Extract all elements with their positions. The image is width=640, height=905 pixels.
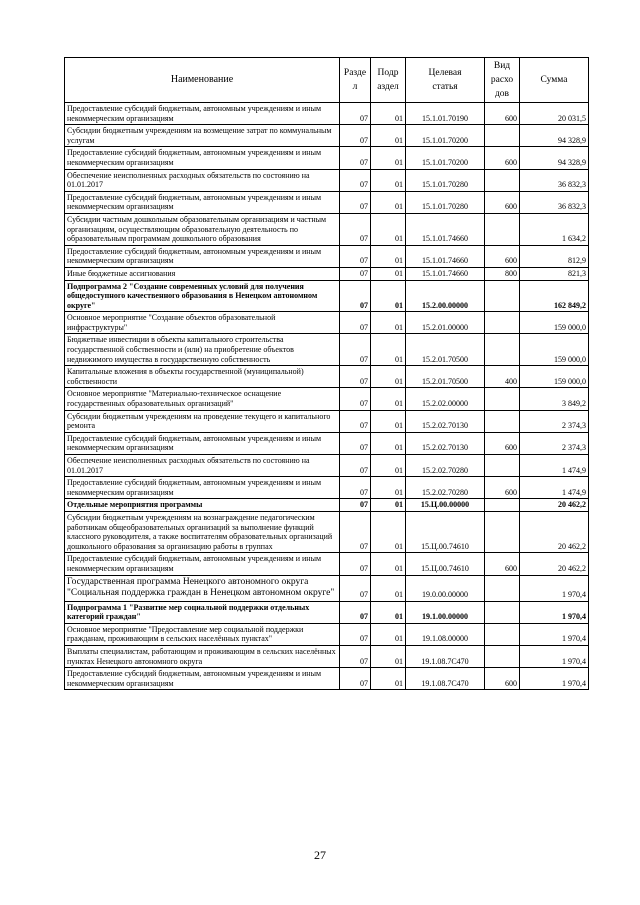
row-name-cell: Субсидии бюджетным учреждениям на проведение текущего и капитального ремонта [65,410,340,432]
row-vid-cell: 600 [485,245,520,267]
row-sum-cell: 1 970,4 [520,668,589,690]
header-article: Целевая статья [406,58,485,103]
row-name-cell: Предоставление субсидий бюджетным, автономным учреждениям и иным некоммерческим организациям [65,668,340,690]
row-section-cell: 07 [340,267,371,280]
row-article-cell: 15.2.00.00000 [406,280,485,312]
table-row [65,103,589,125]
row-subsection-cell: 01 [371,312,406,334]
row-vid-cell [485,601,520,623]
header-section: Разде л [340,58,371,103]
row-vid-cell [485,334,520,366]
page-number: 27 [314,848,326,862]
row-section-cell: 07 [340,169,371,191]
table-row [65,213,589,245]
row-section-cell: 07 [340,312,371,334]
row-subsection-cell: 01 [371,169,406,191]
row-subsection-cell: 01 [371,477,406,499]
row-subsection-cell: 01 [371,553,406,575]
row-vid-cell [485,169,520,191]
row-vid-cell: 400 [485,366,520,388]
row-sum-cell: 20 031,5 [520,103,589,125]
row-article-cell: 15.Ц.00.74610 [406,553,485,575]
row-section-cell: 07 [340,623,371,645]
row-sum-cell: 20 462,2 [520,553,589,575]
row-sum-cell: 1 970,4 [520,623,589,645]
row-subsection-cell: 01 [371,147,406,169]
row-section-cell: 07 [340,477,371,499]
row-section-cell: 07 [340,366,371,388]
row-name-cell: Подпрограмма 1 "Развитие мер социальной поддержки отдельных категорий граждан" [65,601,340,623]
row-name-cell: Государственная программа Ненецкого автономного округа "Социальная поддержка граждан в Ненецком автономном округе" [65,575,340,601]
row-section-cell: 07 [340,455,371,477]
row-section-cell: 07 [340,245,371,267]
row-vid-cell [485,623,520,645]
row-sum-cell: 162 849,2 [520,280,589,312]
row-vid-cell: 600 [485,432,520,454]
row-article-cell: 15.1.01.70200 [406,125,485,147]
row-name-cell: Предоставление субсидий бюджетным, автономным учреждениям и иным некоммерческим организациям [65,477,340,499]
row-vid-cell [485,511,520,552]
row-sum-cell: 2 374,3 [520,432,589,454]
row-article-cell: 15.2.02.70130 [406,410,485,432]
row-sum-cell: 821,3 [520,267,589,280]
row-name-cell: Предоставление субсидий бюджетным, автономным учреждениям и иным некоммерческим организациям [65,191,340,213]
row-article-cell: 15.1.01.70280 [406,169,485,191]
row-vid-cell: 600 [485,668,520,690]
table-row [65,169,589,191]
row-sum-cell: 159 000,0 [520,366,589,388]
table-row [65,623,589,645]
row-name-cell: Подпрограмма 2 "Создание современных условий для получения общедоступного качественного образования в Ненецком автономном округе" [65,280,340,312]
table-row [65,267,589,280]
row-vid-cell [485,125,520,147]
table-body [65,103,589,690]
row-name-cell: Предоставление субсидий бюджетным, автономным учреждениям и иным некоммерческим организациям [65,245,340,267]
table-row [65,601,589,623]
row-subsection-cell: 01 [371,366,406,388]
row-section-cell: 07 [340,334,371,366]
table-row [65,366,589,388]
row-name-cell: Обеспечение неисполненных расходных обязательств по состоянию на 01.01.2017 [65,455,340,477]
row-article-cell: 15.2.01.00000 [406,312,485,334]
row-article-cell: 15.1.01.70200 [406,147,485,169]
row-section-cell: 07 [340,432,371,454]
row-article-cell: 15.Ц.00.00000 [406,499,485,512]
row-article-cell: 15.2.01.70500 [406,366,485,388]
budget-table [64,57,589,690]
table-row [65,645,589,667]
row-section-cell: 07 [340,575,371,601]
row-article-cell: 15.1.01.70280 [406,191,485,213]
row-article-cell: 15.1.01.74660 [406,245,485,267]
row-name-cell: Выплаты специалистам, работающим и проживающим в сельских населённых пунктах Ненецкого автономного округа [65,645,340,667]
header-name: Наименование [65,58,340,103]
row-section-cell: 07 [340,125,371,147]
row-sum-cell: 20 462,2 [520,511,589,552]
table-row [65,312,589,334]
row-subsection-cell: 01 [371,668,406,690]
table-row [65,147,589,169]
table-header-row [65,58,589,103]
row-subsection-cell: 01 [371,267,406,280]
row-name-cell: Субсидии бюджетным учреждениям на вознаграждение педагогическим работникам общеобразовательных организаций за выполнение функций классного руководителя, а также воспитателям образовательных организаций дошкольного образования за организацию работы в группах [65,511,340,552]
row-subsection-cell: 01 [371,499,406,512]
row-article-cell: 15.2.02.70280 [406,477,485,499]
row-article-cell: 19.0.00.00000 [406,575,485,601]
header-vid: Вид расхо дов [485,58,520,103]
table-row [65,511,589,552]
table-row [65,455,589,477]
row-vid-cell: 600 [485,553,520,575]
row-vid-cell [485,410,520,432]
table-row [65,575,589,601]
row-sum-cell: 36 832,3 [520,191,589,213]
table-row [65,410,589,432]
row-article-cell: 15.2.02.70280 [406,455,485,477]
row-name-cell: Бюджетные инвестиции в объекты капитального строительства государственной собственности и (или) на приобретение объектов недвижимого имущества в государственную собственность [65,334,340,366]
row-name-cell: Предоставление субсидий бюджетным, автономным учреждениям и иным некоммерческим организациям [65,103,340,125]
row-subsection-cell: 01 [371,125,406,147]
row-name-cell: Субсидии частным дошкольным образовательным организациям и частным организациям, осуществляющим образовательную деятельность по образовательным программам дошкольного образования [65,213,340,245]
row-vid-cell [485,280,520,312]
row-subsection-cell: 01 [371,388,406,410]
row-vid-cell [485,455,520,477]
row-vid-cell: 600 [485,103,520,125]
row-sum-cell: 36 832,3 [520,169,589,191]
row-article-cell: 15.1.01.74660 [406,213,485,245]
row-name-cell: Обеспечение неисполненных расходных обязательств по состоянию на 01.01.2017 [65,169,340,191]
row-vid-cell [485,575,520,601]
row-vid-cell: 600 [485,477,520,499]
row-article-cell: 15.2.02.70130 [406,432,485,454]
row-vid-cell [485,499,520,512]
row-vid-cell [485,645,520,667]
table-row [65,245,589,267]
row-sum-cell: 1 970,4 [520,575,589,601]
table-row [65,668,589,690]
row-subsection-cell: 01 [371,410,406,432]
table-row [65,191,589,213]
row-article-cell: 19.1.08.7С470 [406,645,485,667]
table-row [65,432,589,454]
row-sum-cell: 159 000,0 [520,334,589,366]
row-subsection-cell: 01 [371,575,406,601]
row-sum-cell: 3 849,2 [520,388,589,410]
row-article-cell: 15.Ц.00.74610 [406,511,485,552]
row-section-cell: 07 [340,553,371,575]
row-sum-cell: 159 000,0 [520,312,589,334]
row-vid-cell [485,312,520,334]
row-subsection-cell: 01 [371,623,406,645]
row-subsection-cell: 01 [371,432,406,454]
row-subsection-cell: 01 [371,511,406,552]
row-sum-cell: 1 970,4 [520,601,589,623]
row-section-cell: 07 [340,668,371,690]
row-sum-cell: 1 474,9 [520,455,589,477]
row-sum-cell: 812,9 [520,245,589,267]
header-subsection: Подр аздел [371,58,406,103]
row-section-cell: 07 [340,499,371,512]
table-row [65,477,589,499]
row-name-cell: Иные бюджетные ассигнования [65,267,340,280]
row-vid-cell: 800 [485,267,520,280]
row-name-cell: Предоставление субсидий бюджетным, автономным учреждениям и иным некоммерческим организациям [65,147,340,169]
row-subsection-cell: 01 [371,601,406,623]
row-name-cell: Капитальные вложения в объекты государственной (муниципальной) собственности [65,366,340,388]
table-row [65,334,589,366]
table-row [65,388,589,410]
row-sum-cell: 2 374,3 [520,410,589,432]
row-article-cell: 19.1.08.00000 [406,623,485,645]
row-subsection-cell: 01 [371,213,406,245]
row-name-cell: Основное мероприятие "Создание объектов образовательной инфраструктуры" [65,312,340,334]
row-section-cell: 07 [340,511,371,552]
row-sum-cell: 1 474,9 [520,477,589,499]
row-section-cell: 07 [340,213,371,245]
table-row [65,553,589,575]
row-section-cell: 07 [340,147,371,169]
row-sum-cell: 20 462,2 [520,499,589,512]
row-section-cell: 07 [340,191,371,213]
row-sum-cell: 94 328,9 [520,147,589,169]
row-vid-cell [485,213,520,245]
row-vid-cell: 600 [485,191,520,213]
table-row [65,499,589,512]
row-section-cell: 07 [340,280,371,312]
row-subsection-cell: 01 [371,280,406,312]
row-name-cell: Основное мероприятие "Предоставление мер социальной поддержки гражданам, проживающим в сельских населённых пунктах" [65,623,340,645]
row-name-cell: Основное мероприятие "Материально-техническое оснащение государственных образовательных организаций" [65,388,340,410]
row-section-cell: 07 [340,601,371,623]
row-subsection-cell: 01 [371,245,406,267]
row-name-cell: Субсидии бюджетным учреждениям на возмещение затрат по коммунальным услугам [65,125,340,147]
row-name-cell: Предоставление субсидий бюджетным, автономным учреждениям и иным некоммерческим организациям [65,553,340,575]
row-vid-cell [485,388,520,410]
row-article-cell: 19.1.00.00000 [406,601,485,623]
row-article-cell: 19.1.08.7С470 [406,668,485,690]
row-subsection-cell: 01 [371,191,406,213]
row-section-cell: 07 [340,645,371,667]
row-section-cell: 07 [340,103,371,125]
row-sum-cell: 1 634,2 [520,213,589,245]
header-sum: Сумма [520,58,589,103]
row-article-cell: 15.2.01.70500 [406,334,485,366]
row-name-cell: Предоставление субсидий бюджетным, автономным учреждениям и иным некоммерческим организациям [65,432,340,454]
row-article-cell: 15.1.01.70190 [406,103,485,125]
row-name-cell: Отдельные мероприятия программы [65,499,340,512]
row-vid-cell: 600 [485,147,520,169]
row-subsection-cell: 01 [371,645,406,667]
table-row [65,125,589,147]
row-sum-cell: 94 328,9 [520,125,589,147]
row-subsection-cell: 01 [371,455,406,477]
row-section-cell: 07 [340,410,371,432]
row-section-cell: 07 [340,388,371,410]
row-article-cell: 15.2.02.00000 [406,388,485,410]
row-article-cell: 15.1.01.74660 [406,267,485,280]
table-row [65,280,589,312]
row-subsection-cell: 01 [371,103,406,125]
row-subsection-cell: 01 [371,334,406,366]
row-sum-cell: 1 970,4 [520,645,589,667]
